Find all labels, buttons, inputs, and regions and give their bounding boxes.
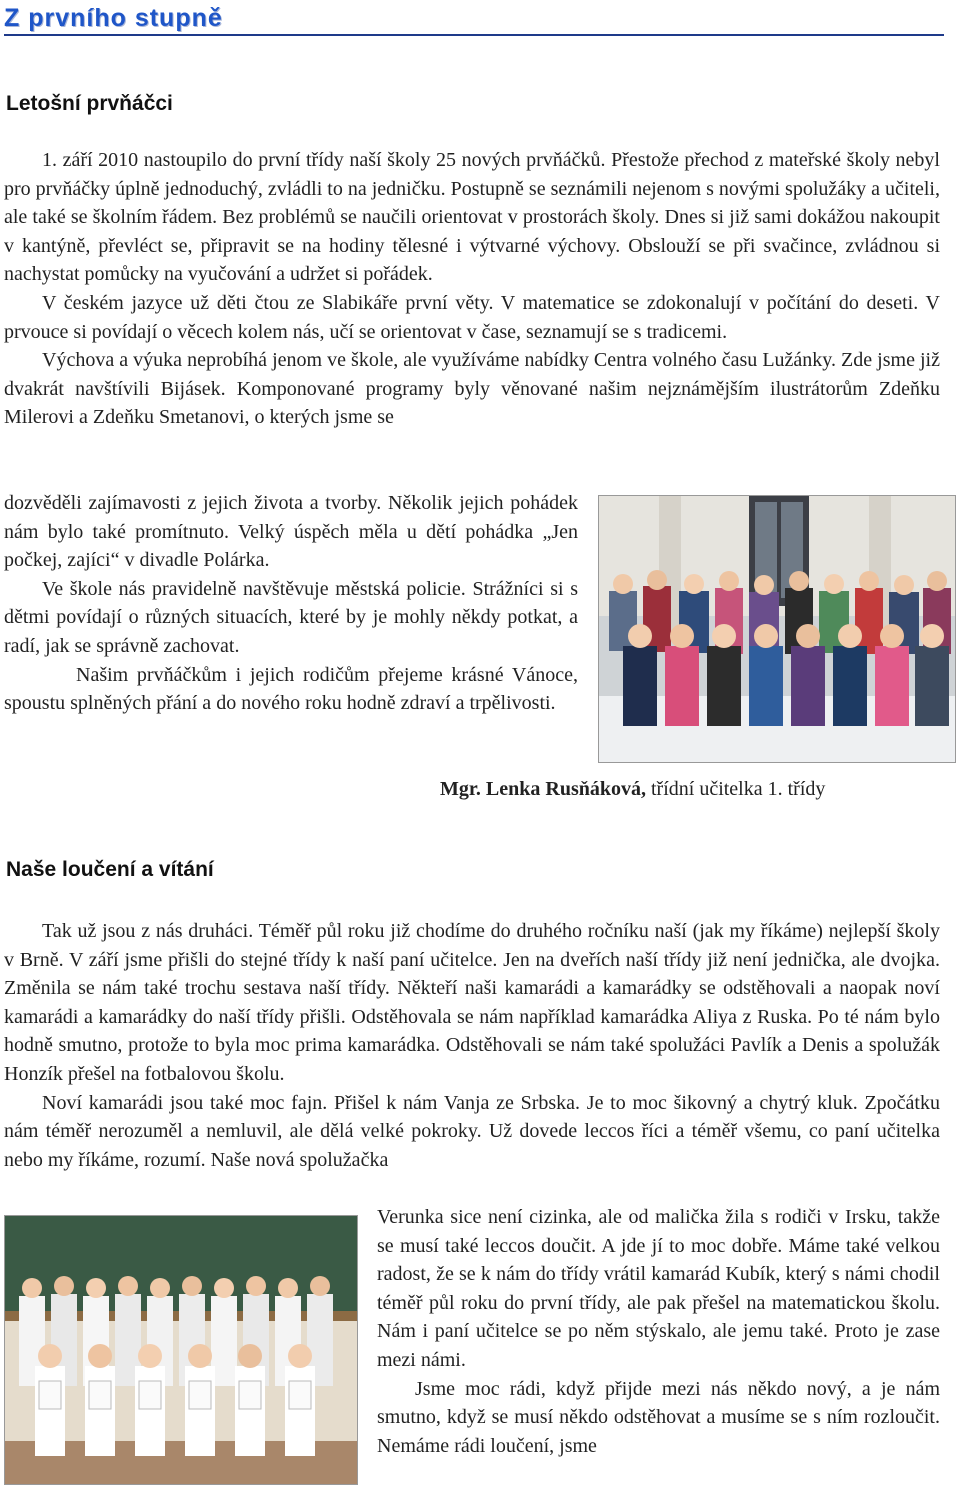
article2-para2b: Verunka sice není cizinka, ale od malička žila s rodiči v Irsku, takže se musí také leccos doučit. A jde jí to moc dobře. Máme také velkou radost, že se k nám do třídy vrátil kamarád Kubík, který s námi chodil téměř půl roku do první třídy, ale pak přešel na matematickou školu. Nám i paní učitelce se po něm stýskalo, ale jemu také. Proto je zase mezi námi.	[377, 1206, 940, 1371]
section-header	[4, 2, 944, 36]
article1-heading: Letošní prvňáčci	[6, 92, 173, 115]
second-graders-photo	[4, 1215, 358, 1485]
article1-body-left	[4, 489, 578, 718]
article1-para3a: Výchova a výuka neprobíhá jenom ve škole, ale využíváme nabídky Centra volného času Lužánky. Zde jsme již dvakrát navštívili Bijásek. Komponované programy byly věnované našim nejznámějším ilustrátorům Zdeňku Milerovi a Zdeňku Smetanovi, o kterých jsme se	[4, 349, 940, 429]
article2-body-right	[377, 1203, 940, 1460]
article1-para4: Ve škole nás pravidelně navštěvuje městská policie. Strážníci si s dětmi povídají o různých situacích, které by je mohly někdy potkat, a radí, jak se správně zachovat.	[4, 577, 578, 657]
article2-heading: Naše loučení a vítání	[6, 858, 214, 881]
first-graders-photo	[598, 495, 956, 763]
article1-signature	[440, 775, 940, 803]
signature-role: třídní učitelka 1. třídy	[645, 778, 826, 800]
article1-body-top	[4, 146, 940, 432]
section-title: Z prvního stupně	[4, 4, 223, 32]
article2-para1: Tak už jsou z nás druháci. Téměř půl roku již chodíme do druhého ročníku naší (jak my říkáme) nejlepší školy v Brně. V září jsme přišli do stejné třídy k naší paní učitelce. Jen na dveřích naší třídy již není jednička, ale dvojka. Změnila se nám také trochu sestava naší třídy. Někteří naši kamarádi a kamarádky se odstěhovali a naopak noví kamarádi a kamarádky do naší třídy přišli. Odstěhovala se nám například kamarádka Aliya z Ruska. Po té nám bylo hodně smutno, protože to byla moc prima kamarádka. Odstěhovali se nám také spolužáci Pavlík a Denis a spolužák Honzík přešel na fotbalovou školu.	[4, 920, 940, 1085]
signature-name: Mgr. Lenka Rusňáková,	[440, 778, 646, 800]
article1-para2: V českém jazyce už děti čtou ze Slabikáře první věty. V matematice se zdokonalují v počítání do deseti. V prvouce si povídají o věcech kolem nás, učí se orientovat v čase, seznamují se s tradicemi.	[4, 291, 940, 343]
article2-para3: Jsme moc rádi, když přijde mezi nás někdo nový, a je nám smutno, když se musí někdo odstěhovat a musíme se s ním rozloučit. Nemáme rádi loučení, jsme	[377, 1377, 940, 1457]
article1-para5: Našim prvňáčkům i jejich rodičům přejeme krásné Vánoce, spoustu splněných přání a do nového roku hodně zdraví a trpělivosti.	[4, 663, 578, 715]
article1-para3b: dozvěděli zajímavosti z jejich života a tvorby. Několik jejich pohádek nám bylo také promítnuto. Velký úspěch měla u dětí pohádka „Jen počkej, zajíci“ v divadle Polárka.	[4, 492, 578, 572]
article2-body-top	[4, 917, 940, 1174]
article1-para1: 1. září 2010 nastoupilo do první třídy naší školy 25 nových prvňáčků. Přestože přechod z mateřské školy nebyl pro prvňáčky úplně jednoduchý, zvládli to na jedničku. Postupně se seznámili nejenom s novými spolužáky a učiteli, ale také se školním řádem. Bez problémů se naučili orientovat v prostorách školy. Dnes si již sami dokážou nakoupit v kantýně, převléct se, připravit se na hodiny tělesné i výtvarné výchovy. Obslouží se při svačince, zvládnou si nachystat pomůcky na vyučování a udržet si pořádek.	[4, 149, 940, 286]
article2-para2a: Noví kamarádi jsou také moc fajn. Přišel k nám Vanja ze Srbska. Je to moc šikovný a chytrý kluk. Zpočátku nám téměř nerozuměl a nemluvil, ale dělá velké pokroky. Už dovede leccos říci a téměř všemu, co paní učitelka nebo my říkáme, rozumí. Naše nová spolužačka	[4, 1091, 940, 1171]
